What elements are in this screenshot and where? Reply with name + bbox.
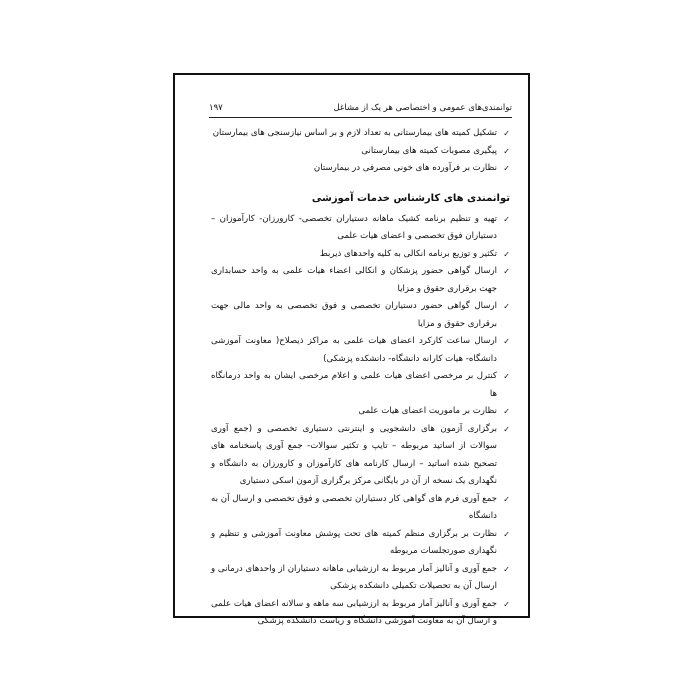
list-item xyxy=(211,211,510,246)
list-item-text: جمع آوری و آنالیز آمار مربوط به ارزشیابی ماهانه دستیاران از واحدهای درمانی و ارسال آن به تحصیلات تکمیلی دانشکده پزشکی xyxy=(211,563,497,591)
list-item xyxy=(211,333,510,368)
list-item xyxy=(211,263,510,298)
section-title: توانمندی های کارشناس خدمات آموزشی xyxy=(311,192,510,204)
list-item-text: جمع آوری فرم های گواهی کار دستیاران تخصصی و فوق تخصصی و ارسال آن به دانشگاه xyxy=(211,493,497,521)
list-item xyxy=(211,160,510,178)
checkmark-icon: ✓ xyxy=(503,146,510,156)
list-item xyxy=(211,246,510,264)
page-number: ۱۹۷ xyxy=(209,103,223,113)
checkmark-icon: ✓ xyxy=(503,267,510,276)
running-title: توانمندی‌های عمومی و اختصاصی هر یک از مشاغل xyxy=(333,103,512,113)
list-item xyxy=(211,421,510,491)
checkmark-icon: ✓ xyxy=(503,407,510,416)
main-checklist xyxy=(211,211,510,631)
list-item-text: ارسال گواهی حضور پزشکان و انکالی اعضاء هیات علمی به واحد حسابداری جهت برقراری حقوق و مزایا xyxy=(211,266,497,294)
list-item-text: نظارت بر ماموریت اعضای هیات علمی xyxy=(358,406,497,416)
checkmark-icon: ✓ xyxy=(503,129,510,138)
page-content xyxy=(211,125,510,631)
list-item-text: ارسال ساعت کارکرد اعضای هیات علمی به مراکز ذیصلاح( معاونت آموزشی دانشگاه- هیات کارانه دانشگاه- دانشکده پزشکی) xyxy=(211,336,497,364)
list-item-text: برگزاری آزمون های دانشجویی و اینترنتی دستیاری تخصصی و (جمع آوری سوالات از اساتید مربوطه – تایپ و تکثیر سوالات- جمع آوری پاسخنامه های تصحیح شده اساتید – ارسال کارنامه های کارآموزان و کارورزان به دانشگاه و نگهداری یک نسخه از آن در بایگانی مرکز برگزاری آزمون اسکی دستیاری xyxy=(211,423,497,486)
list-item-text: کنترل بر مرخصی اعضای هیات علمی و اعلام مرخصی ایشان به واحد درمانگاه ها xyxy=(211,371,497,399)
checkmark-icon: ✓ xyxy=(503,302,510,311)
list-item-text: تشکیل کمیته های بیمارستانی به تعداد لازم و بر اساس نیازسنجی های بیمارستان xyxy=(212,128,497,138)
checkmark-icon: ✓ xyxy=(503,214,510,224)
list-item-text: جمع آوری و آنالیز آمار مربوط به ارزشیابی سه ماهه و سالانه اعضای هیات علمی و ارسال آن به معاونت آموزشی دانشگاه و ریاست دانشکده پزشکی xyxy=(211,598,497,626)
intro-checklist xyxy=(211,125,510,178)
list-item xyxy=(211,368,510,403)
list-item xyxy=(211,526,510,561)
list-item xyxy=(211,403,510,421)
list-item xyxy=(211,143,510,161)
checkmark-icon: ✓ xyxy=(503,249,510,259)
checkmark-icon: ✓ xyxy=(503,599,510,609)
page-header xyxy=(209,101,512,118)
list-item xyxy=(211,491,510,526)
list-item-text: پیگیری مصوبات کمیته های بیمارستانی xyxy=(361,145,497,156)
checkmark-icon: ✓ xyxy=(503,564,510,574)
checkmark-icon: ✓ xyxy=(503,529,510,539)
list-item-text: تهیه و تنظیم برنامه کشیک ماهانه دستیاران تخصصی- کارورزان- کارآموزان – دستیاران فوق تخصصی و اعضای هیات علمی xyxy=(211,213,497,241)
list-item xyxy=(211,298,510,333)
checkmark-icon: ✓ xyxy=(503,372,510,381)
checkmark-icon: ✓ xyxy=(503,424,510,434)
list-item xyxy=(211,561,510,596)
list-item xyxy=(211,125,510,143)
list-item-text: نظارت بر فرآورده های خونی مصرفی در بیمارستان xyxy=(313,163,497,173)
checkmark-icon: ✓ xyxy=(503,494,510,504)
checkmark-icon: ✓ xyxy=(503,164,510,173)
list-item-text: نظارت بر برگزاری منظم کمیته های تحت پوشش معاونت آموزشی و تنظیم و نگهداری صورتجلسات مربوطه xyxy=(211,528,497,556)
list-item-text: تکثیر و توزیع برنامه انکالی به کلیه واحدهای ذیربط xyxy=(319,248,497,259)
checkmark-icon: ✓ xyxy=(503,337,510,346)
book-page xyxy=(173,73,530,626)
list-item xyxy=(211,596,510,631)
list-item-text: ارسال گواهی حضور دستیاران تخصصی و فوق تخصصی به واحد مالی جهت برقراری حقوق و مزایا xyxy=(211,301,497,329)
